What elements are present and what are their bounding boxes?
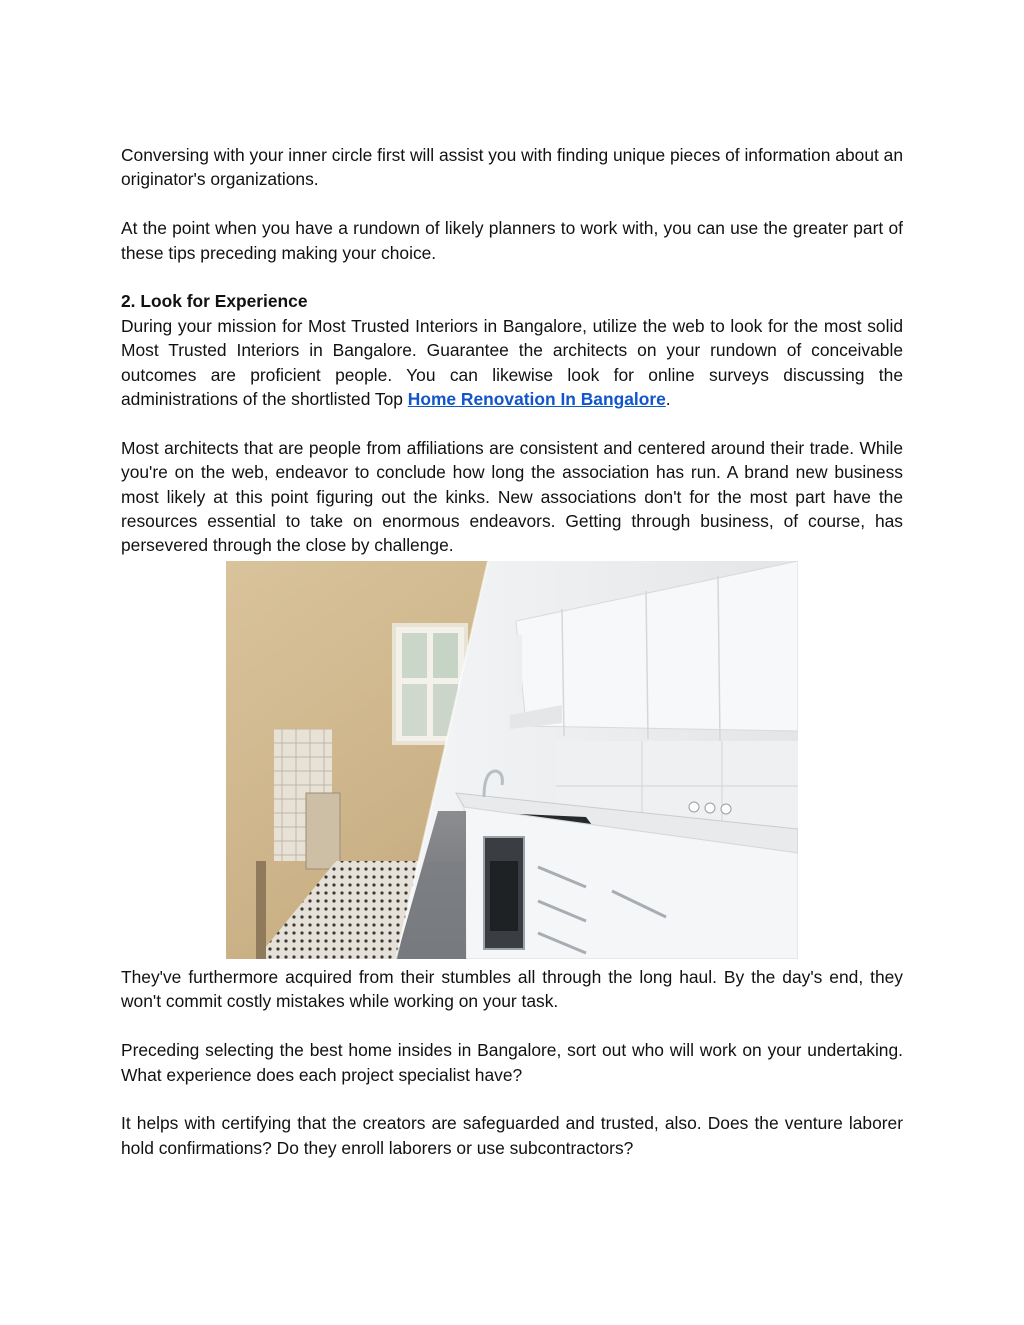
document-body-top [121, 143, 903, 558]
paragraph-2: At the point when you have a rundown of likely planners to work with, you can use the greater part of these tips preceding making your choice. [121, 218, 903, 263]
paragraph-3 [121, 314, 903, 412]
document-body-bottom [121, 965, 903, 1160]
paragraph-3-text: During your mission for Most Trusted Interiors in Bangalore, utilize the web to look for the most solid Most Trusted Interiors in Bangalore. Guarantee the architects on your rundown of conceivable outcomes are proficient people. You can likewise look for online surveys discussing the administrations of the shortlisted Top [121, 315, 903, 410]
paragraph-7: It helps with certifying that the creators are safeguarded and trusted, also. Does the venture laborer hold confirmations? Do they enroll laborers or use subcontractors? [121, 1113, 903, 1158]
paragraph-1: Conversing with your inner circle first will assist you with finding unique pieces of information about an originator's organizations. [121, 145, 903, 190]
paragraph-6: Preceding selecting the best home insides in Bangalore, sort out who will work on your undertaking. What experience does each project specialist have? [121, 1040, 903, 1085]
paragraph-5: They've furthermore acquired from their stumbles all through the long haul. By the day's end, they won't commit costly mistakes while working on your task. [121, 967, 903, 1012]
home-renovation-link[interactable]: Home Renovation In Bangalore [407, 389, 666, 410]
kitchen-before-after-image [226, 561, 798, 959]
section-heading: 2. Look for Experience [121, 291, 308, 312]
paragraph-4: Most architects that are people from affiliations are consistent and centered around their trade. While you're on the web, endeavor to conclude how long the association has run. A brand new business most likely at this point figuring out the kinks. New associations don't for the most part have the resources essential to take on enormous endeavors. Getting through business, of course, has persevered through the close by challenge. [121, 437, 903, 556]
paragraph-3-end: . [665, 389, 671, 410]
